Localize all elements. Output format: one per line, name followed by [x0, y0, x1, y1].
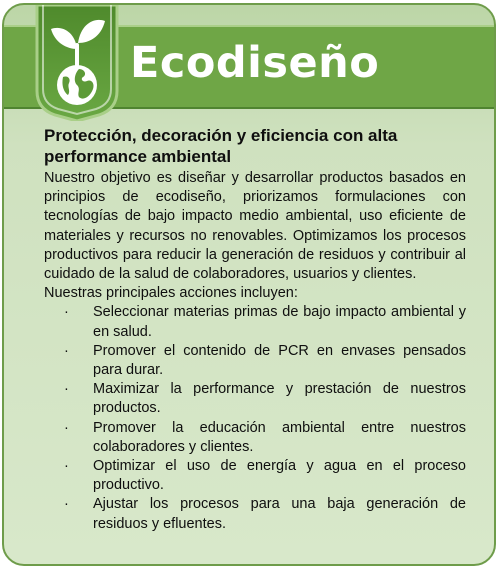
action-item [44, 495, 466, 533]
action-item [44, 342, 466, 380]
section-subtitle: Protección, decoración y eficiencia con alta performance ambiental [44, 126, 398, 166]
content-area [44, 125, 466, 534]
action-text: Promover la educación ambiental entre nuestros colaboradores y clientes. [93, 419, 466, 455]
action-text: Maximizar la performance y prestación de nuestros productos. [93, 381, 466, 417]
card-title: Ecodiseño [130, 38, 380, 88]
action-item [44, 380, 466, 418]
section-body: Nuestro objetivo es diseñar y desarrollar productos basados en principios de ecodiseño, priorizamos formulaciones con tecnologías de bajo impacto medio ambiental, uso eficiente de materiales y recursos no renovables. Optimizamos los procesos productivos para reducir la generación de residuos y contribuir al cuidado de la salud de colaboradores, usuarios y clientes. [44, 170, 466, 283]
bullet-icon: · [64, 381, 69, 398]
action-item [44, 303, 466, 341]
bullet-icon: · [64, 496, 69, 513]
action-item [44, 419, 466, 457]
action-text: Ajustar los procesos para una baja generación de residuos y efluentes. [93, 496, 466, 532]
ecodesign-card [2, 3, 496, 566]
action-item [44, 457, 466, 495]
actions-intro: Nuestras principales acciones incluyen: [44, 285, 298, 302]
plant-globe-icon [35, 5, 119, 121]
bullet-icon: · [64, 419, 69, 436]
bullet-icon: · [64, 304, 69, 321]
actions-list [44, 303, 466, 533]
bullet-icon: · [64, 458, 69, 475]
bullet-icon: · [64, 342, 69, 359]
action-text: Promover el contenido de PCR en envases pensados para durar. [93, 342, 466, 379]
action-text: Optimizar el uso de energía y agua en el proceso productivo. [93, 458, 466, 494]
action-text: Seleccionar materias primas de bajo impacto ambiental y en salud. [93, 304, 466, 340]
